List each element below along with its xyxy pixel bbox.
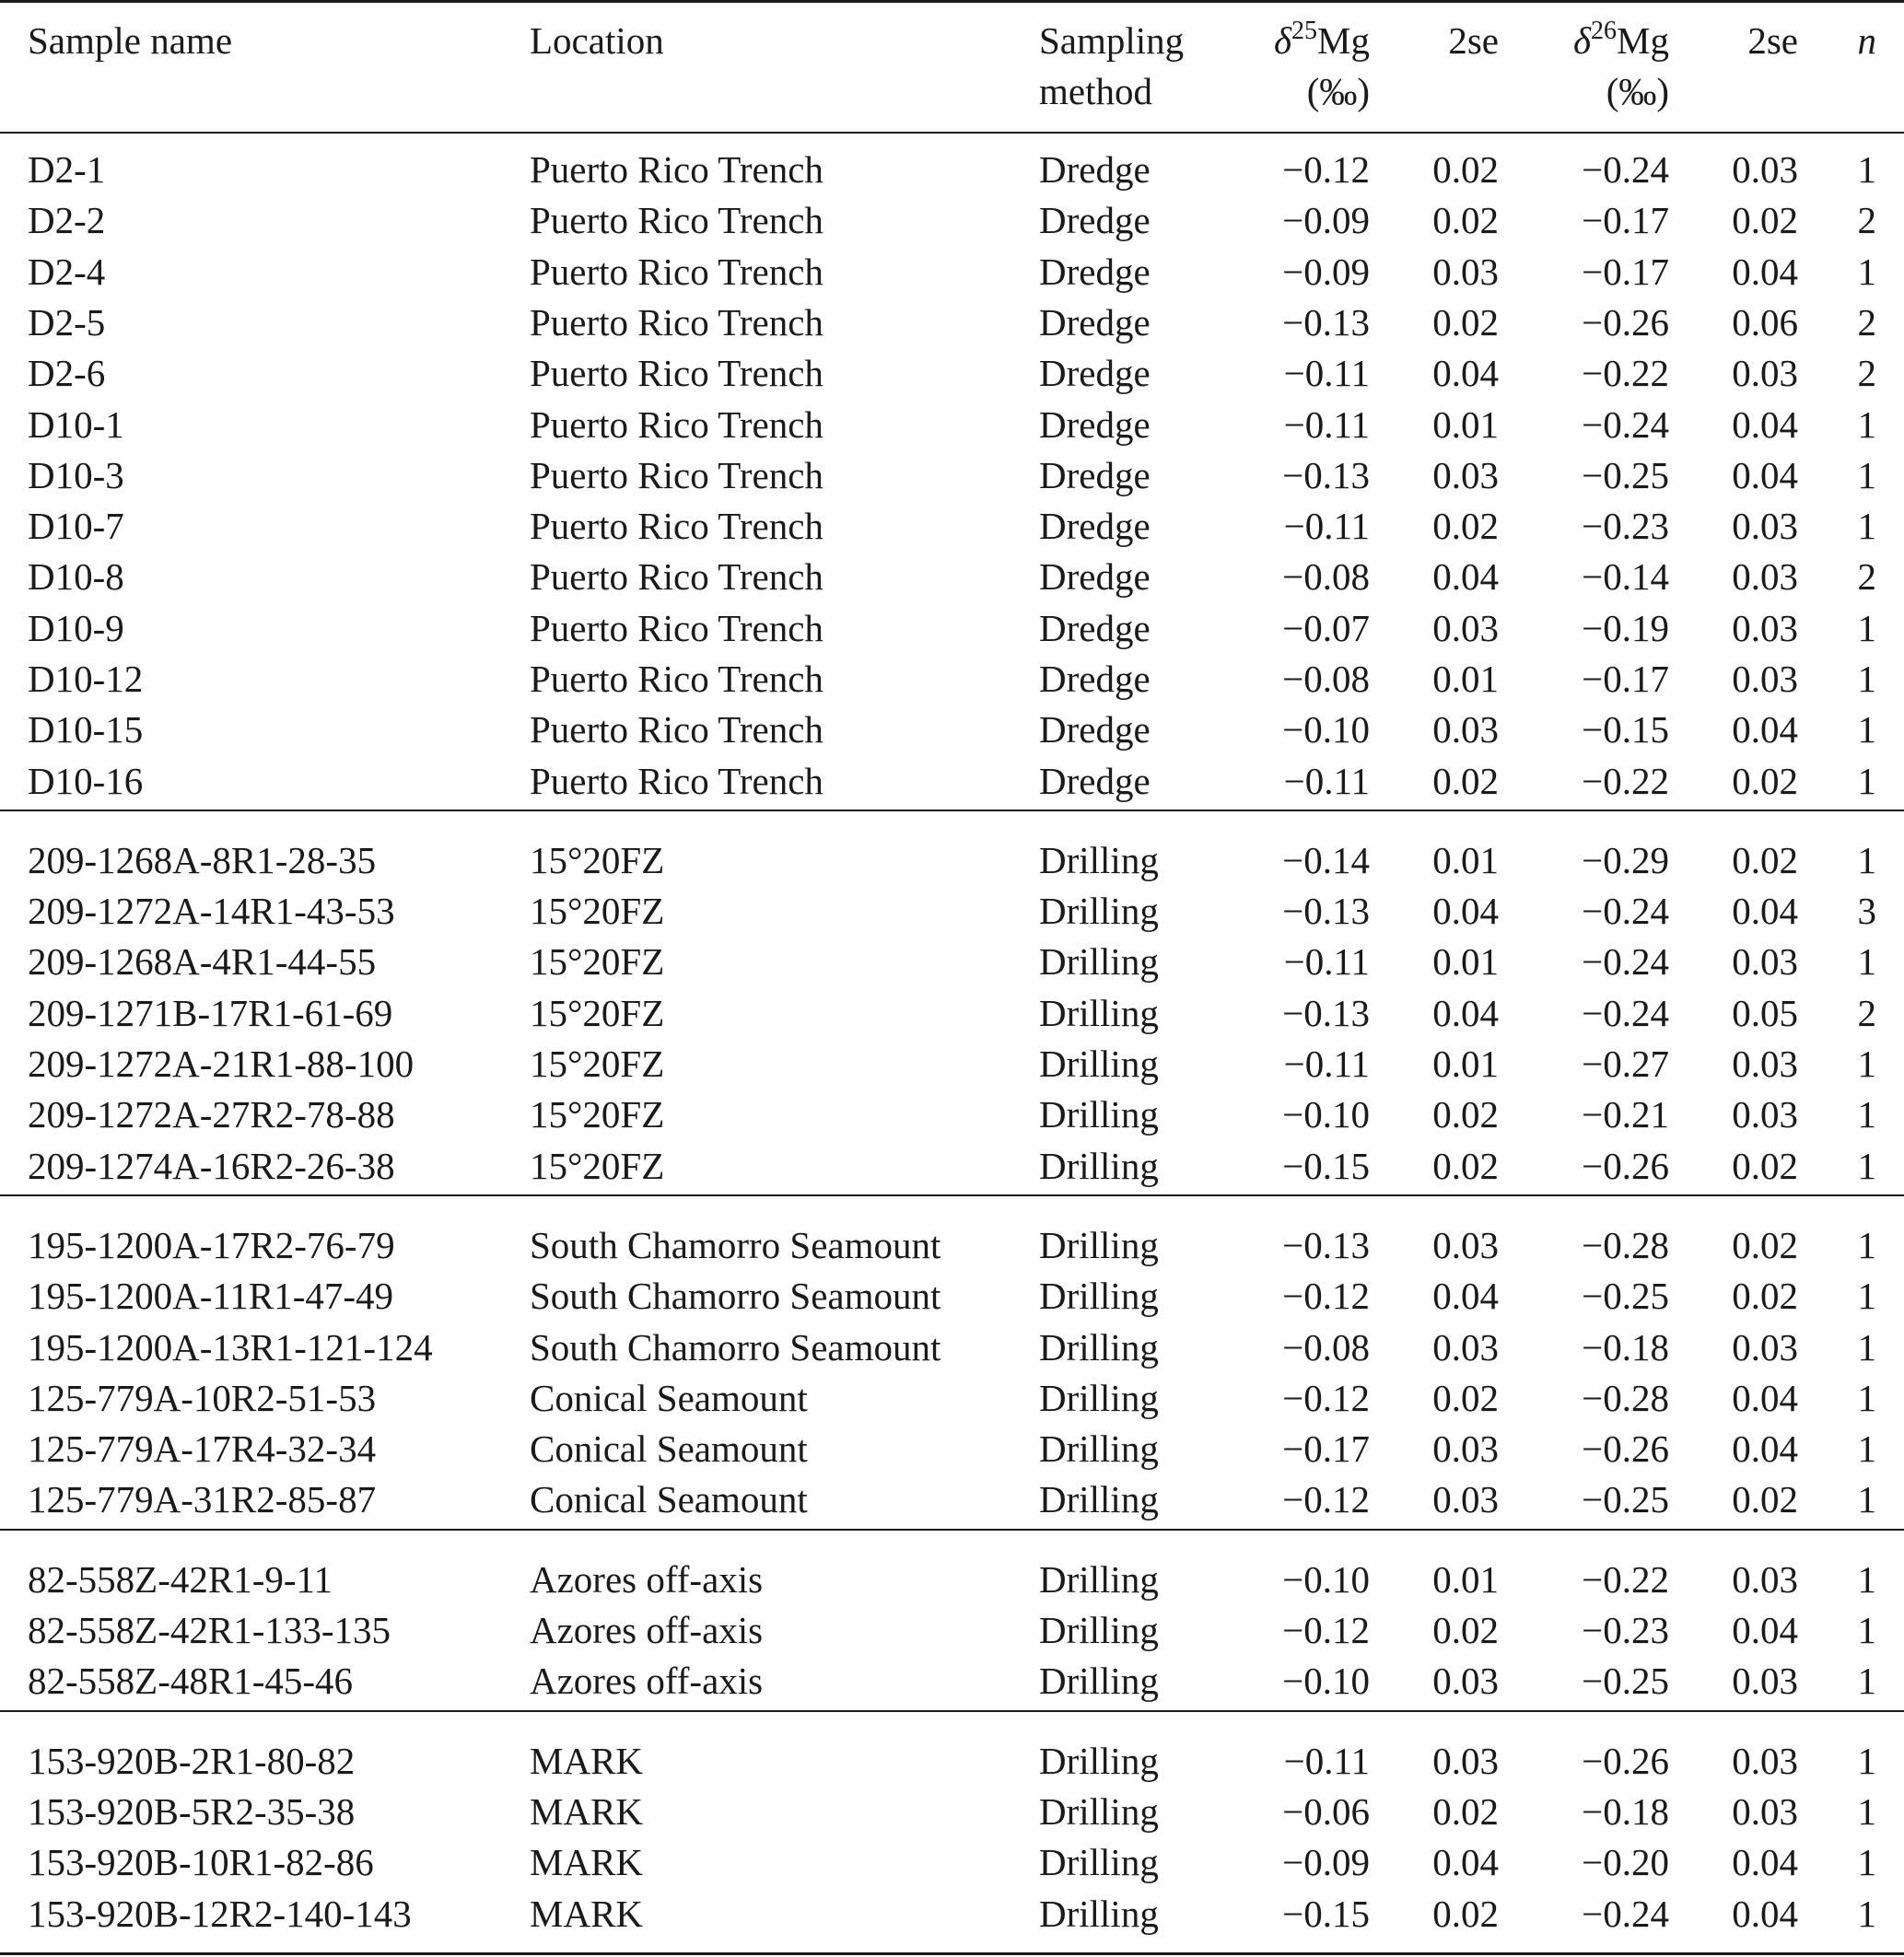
sample-name-cell: 153-920B-12R2-140-143 xyxy=(28,1893,412,1935)
se25-cell: 0.01 xyxy=(1432,839,1499,881)
sample-name-cell: 195-1200A-13R1-121-124 xyxy=(28,1326,433,1369)
sample-name-cell: 125-779A-17R4-32-34 xyxy=(28,1427,377,1470)
group-divider-rule xyxy=(0,1529,1904,1531)
location-cell: 15°20FZ xyxy=(530,890,665,932)
se26-cell: 0.04 xyxy=(1732,1427,1798,1470)
n-cell: 2 xyxy=(1857,301,1876,344)
delta26mg-cell: −0.22 xyxy=(1582,1558,1669,1601)
sampling-method-cell: Drilling xyxy=(1039,1790,1159,1833)
delta26mg-cell: −0.18 xyxy=(1582,1790,1669,1833)
location-cell: Puerto Rico Trench xyxy=(530,454,824,496)
sampling-method-cell: Drilling xyxy=(1039,992,1159,1034)
se26-cell: 0.02 xyxy=(1732,1478,1798,1520)
header-se26: 2se xyxy=(1747,19,1798,62)
n-cell: 1 xyxy=(1857,250,1876,293)
sample-name-cell: D2-6 xyxy=(28,352,106,394)
delta26mg-cell: −0.21 xyxy=(1582,1093,1669,1136)
n-cell: 1 xyxy=(1857,1145,1876,1187)
location-cell: 15°20FZ xyxy=(530,839,665,881)
delta25mg-cell: −0.15 xyxy=(1282,1893,1370,1935)
location-cell: South Chamorro Seamount xyxy=(530,1275,941,1317)
se26-cell: 0.02 xyxy=(1732,1275,1798,1317)
se26-cell: 0.02 xyxy=(1732,1224,1798,1266)
sample-name-cell: 209-1272A-21R1-88-100 xyxy=(28,1043,415,1085)
se25-cell: 0.02 xyxy=(1432,1377,1499,1419)
n-cell: 1 xyxy=(1857,1275,1876,1317)
delta26mg-cell: −0.14 xyxy=(1582,555,1669,598)
n-cell: 1 xyxy=(1857,1043,1876,1085)
se25-cell: 0.03 xyxy=(1432,1326,1499,1369)
n-cell: 1 xyxy=(1857,1224,1876,1266)
n-cell: 1 xyxy=(1857,1478,1876,1520)
n-cell: 2 xyxy=(1857,199,1876,241)
sampling-method-cell: Drilling xyxy=(1039,1275,1159,1317)
se25-cell: 0.03 xyxy=(1432,1660,1499,1702)
se26-cell: 0.04 xyxy=(1732,403,1798,446)
se25-cell: 0.04 xyxy=(1432,1841,1499,1883)
n-cell: 1 xyxy=(1857,1841,1876,1883)
sample-name-cell: 209-1274A-16R2-26-38 xyxy=(28,1145,395,1187)
delta26mg-cell: −0.26 xyxy=(1582,1145,1669,1187)
header-sample-name: Sample name xyxy=(28,19,233,62)
se25-cell: 0.04 xyxy=(1432,352,1499,394)
delta26mg-cell: −0.22 xyxy=(1582,760,1669,802)
delta26mg-cell: −0.19 xyxy=(1582,607,1669,649)
se26-cell: 0.04 xyxy=(1732,1893,1798,1935)
se26-cell: 0.02 xyxy=(1732,199,1798,241)
sample-name-cell: 82-558Z-42R1-9-11 xyxy=(28,1558,333,1601)
header-delta26-symbol: δ xyxy=(1572,19,1592,62)
location-cell: MARK xyxy=(530,1841,644,1883)
sample-name-cell: 209-1268A-4R1-44-55 xyxy=(28,940,377,983)
delta25mg-cell: −0.13 xyxy=(1282,992,1370,1034)
sample-name-cell: D10-1 xyxy=(28,403,124,446)
delta26mg-cell: −0.24 xyxy=(1582,940,1669,983)
delta26mg-cell: −0.24 xyxy=(1582,148,1669,191)
delta25mg-cell: −0.11 xyxy=(1283,403,1370,446)
delta25mg-cell: −0.12 xyxy=(1282,1478,1370,1520)
n-cell: 1 xyxy=(1857,658,1876,700)
sample-name-cell: D10-16 xyxy=(28,760,144,802)
location-cell: Conical Seamount xyxy=(530,1478,808,1520)
n-cell: 1 xyxy=(1857,1740,1876,1782)
header-delta25-sup: 25 xyxy=(1291,17,1318,45)
sample-name-cell: 209-1268A-8R1-28-35 xyxy=(28,839,377,881)
n-cell: 1 xyxy=(1857,1377,1876,1419)
se26-cell: 0.02 xyxy=(1732,839,1798,881)
se26-cell: 0.04 xyxy=(1732,890,1798,932)
delta25mg-cell: −0.15 xyxy=(1282,1145,1370,1187)
delta25mg-cell: −0.12 xyxy=(1282,1275,1370,1317)
location-cell: Puerto Rico Trench xyxy=(530,352,824,394)
se26-cell: 0.03 xyxy=(1732,1093,1798,1136)
sampling-method-cell: Drilling xyxy=(1039,1558,1159,1601)
sampling-method-cell: Dredge xyxy=(1039,352,1151,394)
delta25mg-cell: −0.10 xyxy=(1282,1093,1370,1136)
se25-cell: 0.02 xyxy=(1432,148,1499,191)
se26-cell: 0.05 xyxy=(1732,992,1798,1034)
delta25mg-cell: −0.13 xyxy=(1282,454,1370,496)
delta26mg-cell: −0.20 xyxy=(1582,1841,1669,1883)
se25-cell: 0.02 xyxy=(1432,760,1499,802)
location-cell: Azores off-axis xyxy=(530,1609,764,1651)
location-cell: Conical Seamount xyxy=(530,1427,808,1470)
se26-cell: 0.03 xyxy=(1732,148,1798,191)
delta26mg-cell: −0.27 xyxy=(1582,1043,1669,1085)
n-cell: 1 xyxy=(1857,1427,1876,1470)
delta25mg-cell: −0.09 xyxy=(1282,199,1370,241)
se25-cell: 0.04 xyxy=(1432,1275,1499,1317)
delta25mg-cell: −0.17 xyxy=(1282,1427,1370,1470)
se25-cell: 0.02 xyxy=(1432,199,1499,241)
n-cell: 2 xyxy=(1857,992,1876,1034)
table-bottom-rule xyxy=(0,1952,1904,1955)
delta25mg-cell: −0.08 xyxy=(1282,658,1370,700)
location-cell: Puerto Rico Trench xyxy=(530,199,824,241)
sampling-method-cell: Dredge xyxy=(1039,403,1151,446)
se26-cell: 0.03 xyxy=(1732,352,1798,394)
sampling-method-cell: Drilling xyxy=(1039,1660,1159,1702)
location-cell: Puerto Rico Trench xyxy=(530,607,824,649)
n-cell: 3 xyxy=(1857,890,1876,932)
se25-cell: 0.03 xyxy=(1432,250,1499,293)
delta25mg-cell: −0.09 xyxy=(1282,1841,1370,1883)
n-cell: 2 xyxy=(1857,352,1876,394)
se26-cell: 0.03 xyxy=(1732,658,1798,700)
se25-cell: 0.04 xyxy=(1432,890,1499,932)
delta25mg-cell: −0.11 xyxy=(1283,760,1370,802)
location-cell: Puerto Rico Trench xyxy=(530,148,824,191)
delta25mg-cell: −0.13 xyxy=(1282,301,1370,344)
delta25mg-cell: −0.11 xyxy=(1283,940,1370,983)
header-sampling-line1: Sampling xyxy=(1039,19,1185,62)
se25-cell: 0.02 xyxy=(1432,505,1499,547)
sample-name-cell: 153-920B-2R1-80-82 xyxy=(28,1740,356,1782)
se26-cell: 0.03 xyxy=(1732,1740,1798,1782)
delta26mg-cell: −0.28 xyxy=(1582,1224,1669,1266)
location-cell: Puerto Rico Trench xyxy=(530,505,824,547)
se25-cell: 0.03 xyxy=(1432,1478,1499,1520)
header-delta26-sup: 26 xyxy=(1591,17,1618,45)
location-cell: Puerto Rico Trench xyxy=(530,708,824,751)
sample-name-cell: D10-7 xyxy=(28,505,124,547)
delta25mg-cell: −0.14 xyxy=(1282,839,1370,881)
location-cell: Puerto Rico Trench xyxy=(530,301,824,344)
delta26mg-cell: −0.23 xyxy=(1582,505,1669,547)
se26-cell: 0.04 xyxy=(1732,1609,1798,1651)
sampling-method-cell: Drilling xyxy=(1039,1609,1159,1651)
header-delta25-unit: (‰) xyxy=(1306,70,1370,112)
delta26mg-cell: −0.24 xyxy=(1582,992,1669,1034)
sample-name-cell: 209-1272A-14R1-43-53 xyxy=(28,890,395,932)
delta26mg-cell: −0.22 xyxy=(1582,352,1669,394)
sampling-method-cell: Drilling xyxy=(1039,1377,1159,1419)
location-cell: Puerto Rico Trench xyxy=(530,760,824,802)
sampling-method-cell: Dredge xyxy=(1039,505,1151,547)
se25-cell: 0.03 xyxy=(1432,1740,1499,1782)
sampling-method-cell: Drilling xyxy=(1039,1224,1159,1266)
sample-name-cell: 82-558Z-48R1-45-46 xyxy=(28,1660,354,1702)
group-divider-rule xyxy=(0,1194,1904,1196)
delta25mg-cell: −0.09 xyxy=(1282,250,1370,293)
se25-cell: 0.02 xyxy=(1432,1790,1499,1833)
n-cell: 1 xyxy=(1857,1790,1876,1833)
header-delta25mg xyxy=(1225,16,1370,117)
sampling-method-cell: Dredge xyxy=(1039,658,1151,700)
n-cell: 1 xyxy=(1857,1326,1876,1369)
se26-cell: 0.03 xyxy=(1732,1043,1798,1085)
se25-cell: 0.02 xyxy=(1432,301,1499,344)
delta25mg-cell: −0.10 xyxy=(1282,708,1370,751)
se25-cell: 0.01 xyxy=(1432,1043,1499,1085)
se26-cell: 0.03 xyxy=(1732,940,1798,983)
sample-name-cell: D10-8 xyxy=(28,555,124,598)
delta25mg-cell: −0.10 xyxy=(1282,1558,1370,1601)
delta25mg-cell: −0.13 xyxy=(1282,890,1370,932)
table-top-rule xyxy=(0,0,1904,3)
group-divider-rule xyxy=(0,1710,1904,1712)
sampling-method-cell: Drilling xyxy=(1039,1093,1159,1136)
n-cell: 1 xyxy=(1857,403,1876,446)
sampling-method-cell: Dredge xyxy=(1039,708,1151,751)
location-cell: MARK xyxy=(530,1790,644,1833)
se26-cell: 0.03 xyxy=(1732,1558,1798,1601)
n-cell: 1 xyxy=(1857,505,1876,547)
sample-name-cell: 153-920B-10R1-82-86 xyxy=(28,1841,374,1883)
sample-name-cell: 195-1200A-17R2-76-79 xyxy=(28,1224,395,1266)
location-cell: 15°20FZ xyxy=(530,992,665,1034)
delta26mg-cell: −0.17 xyxy=(1582,658,1669,700)
delta26mg-cell: −0.24 xyxy=(1582,1893,1669,1935)
location-cell: Puerto Rico Trench xyxy=(530,250,824,293)
sample-name-cell: 209-1272A-27R2-78-88 xyxy=(28,1093,395,1136)
sample-name-cell: D2-5 xyxy=(28,301,106,344)
delta26mg-cell: −0.29 xyxy=(1582,839,1669,881)
n-cell: 1 xyxy=(1857,1609,1876,1651)
header-se25: 2se xyxy=(1448,19,1499,62)
delta25mg-cell: −0.12 xyxy=(1282,1609,1370,1651)
sampling-method-cell: Dredge xyxy=(1039,555,1151,598)
se26-cell: 0.03 xyxy=(1732,1660,1798,1702)
delta26mg-cell: −0.26 xyxy=(1582,301,1669,344)
se26-cell: 0.02 xyxy=(1732,1145,1798,1187)
header-sampling-method xyxy=(1039,16,1223,117)
delta26mg-cell: −0.28 xyxy=(1582,1377,1669,1419)
n-cell: 1 xyxy=(1857,940,1876,983)
header-delta26-unit: (‰) xyxy=(1606,70,1669,112)
delta25mg-cell: −0.08 xyxy=(1282,1326,1370,1369)
se26-cell: 0.04 xyxy=(1732,1841,1798,1883)
sample-name-cell: 125-779A-31R2-85-87 xyxy=(28,1478,377,1520)
se25-cell: 0.01 xyxy=(1432,403,1499,446)
delta25mg-cell: −0.11 xyxy=(1283,505,1370,547)
se26-cell: 0.03 xyxy=(1732,1790,1798,1833)
sample-name-cell: 195-1200A-11R1-47-49 xyxy=(28,1275,394,1317)
sampling-method-cell: Dredge xyxy=(1039,454,1151,496)
sampling-method-cell: Drilling xyxy=(1039,1478,1159,1520)
header-rule xyxy=(0,132,1904,134)
delta25mg-cell: −0.11 xyxy=(1283,1740,1370,1782)
location-cell: Puerto Rico Trench xyxy=(530,555,824,598)
sampling-method-cell: Dredge xyxy=(1039,760,1151,802)
se25-cell: 0.02 xyxy=(1432,1893,1499,1935)
se25-cell: 0.01 xyxy=(1432,658,1499,700)
n-cell: 1 xyxy=(1857,454,1876,496)
header-location: Location xyxy=(530,19,664,62)
location-cell: South Chamorro Seamount xyxy=(530,1224,941,1266)
location-cell: 15°20FZ xyxy=(530,940,665,983)
location-cell: Azores off-axis xyxy=(530,1558,764,1601)
se25-cell: 0.03 xyxy=(1432,1427,1499,1470)
location-cell: 15°20FZ xyxy=(530,1145,665,1187)
se26-cell: 0.03 xyxy=(1732,505,1798,547)
sample-name-cell: D2-1 xyxy=(28,148,106,191)
se25-cell: 0.01 xyxy=(1432,940,1499,983)
delta26mg-cell: −0.25 xyxy=(1582,1660,1669,1702)
delta26mg-cell: −0.24 xyxy=(1582,403,1669,446)
delta26mg-cell: −0.15 xyxy=(1582,708,1669,751)
delta25mg-cell: −0.08 xyxy=(1282,555,1370,598)
se25-cell: 0.03 xyxy=(1432,454,1499,496)
delta25mg-cell: −0.07 xyxy=(1282,607,1370,649)
sampling-method-cell: Drilling xyxy=(1039,1145,1159,1187)
se26-cell: 0.04 xyxy=(1732,1377,1798,1419)
se25-cell: 0.03 xyxy=(1432,607,1499,649)
se25-cell: 0.02 xyxy=(1432,1145,1499,1187)
se25-cell: 0.04 xyxy=(1432,555,1499,598)
se26-cell: 0.02 xyxy=(1732,760,1798,802)
sample-name-cell: D10-15 xyxy=(28,708,144,751)
sample-name-cell: 82-558Z-42R1-133-135 xyxy=(28,1609,391,1651)
n-cell: 1 xyxy=(1857,148,1876,191)
se26-cell: 0.06 xyxy=(1732,301,1798,344)
delta25mg-cell: −0.12 xyxy=(1282,148,1370,191)
location-cell: 15°20FZ xyxy=(530,1043,665,1085)
se26-cell: 0.03 xyxy=(1732,607,1798,649)
location-cell: Azores off-axis xyxy=(530,1660,764,1702)
sampling-method-cell: Dredge xyxy=(1039,301,1151,344)
n-cell: 1 xyxy=(1857,1660,1876,1702)
delta26mg-cell: −0.18 xyxy=(1582,1326,1669,1369)
delta26mg-cell: −0.25 xyxy=(1582,454,1669,496)
sampling-method-cell: Drilling xyxy=(1039,1893,1159,1935)
sampling-method-cell: Dredge xyxy=(1039,250,1151,293)
n-cell: 1 xyxy=(1857,607,1876,649)
delta26mg-cell: −0.26 xyxy=(1582,1427,1669,1470)
n-cell: 1 xyxy=(1857,1558,1876,1601)
se25-cell: 0.01 xyxy=(1432,1558,1499,1601)
sampling-method-cell: Drilling xyxy=(1039,839,1159,881)
n-cell: 2 xyxy=(1857,555,1876,598)
header-delta26-mg: Mg xyxy=(1617,19,1669,62)
se26-cell: 0.04 xyxy=(1732,250,1798,293)
header-delta25-mg: Mg xyxy=(1317,19,1370,62)
delta26mg-cell: −0.24 xyxy=(1582,890,1669,932)
se25-cell: 0.02 xyxy=(1432,1609,1499,1651)
n-cell: 1 xyxy=(1857,760,1876,802)
delta26mg-cell: −0.17 xyxy=(1582,250,1669,293)
delta26mg-cell: −0.26 xyxy=(1582,1740,1669,1782)
sample-name-cell: 209-1271B-17R1-61-69 xyxy=(28,992,393,1034)
sampling-method-cell: Drilling xyxy=(1039,1043,1159,1085)
location-cell: Conical Seamount xyxy=(530,1377,808,1419)
location-cell: Puerto Rico Trench xyxy=(530,403,824,446)
sampling-method-cell: Dredge xyxy=(1039,148,1151,191)
sample-name-cell: D2-2 xyxy=(28,199,106,241)
sampling-method-cell: Dredge xyxy=(1039,199,1151,241)
sample-name-cell: D2-4 xyxy=(28,250,106,293)
location-cell: 15°20FZ xyxy=(530,1093,665,1136)
n-cell: 1 xyxy=(1857,839,1876,881)
sampling-method-cell: Drilling xyxy=(1039,1740,1159,1782)
n-cell: 1 xyxy=(1857,708,1876,751)
delta25mg-cell: −0.13 xyxy=(1282,1224,1370,1266)
n-cell: 1 xyxy=(1857,1893,1876,1935)
sample-name-cell: D10-3 xyxy=(28,454,124,496)
se25-cell: 0.04 xyxy=(1432,992,1499,1034)
delta26mg-cell: −0.17 xyxy=(1582,199,1669,241)
sample-name-cell: D10-9 xyxy=(28,607,124,649)
sampling-method-cell: Drilling xyxy=(1039,890,1159,932)
sample-name-cell: D10-12 xyxy=(28,658,144,700)
location-cell: South Chamorro Seamount xyxy=(530,1326,941,1369)
sampling-method-cell: Drilling xyxy=(1039,1841,1159,1883)
se25-cell: 0.02 xyxy=(1432,1093,1499,1136)
delta25mg-cell: −0.06 xyxy=(1282,1790,1370,1833)
se26-cell: 0.04 xyxy=(1732,454,1798,496)
se26-cell: 0.03 xyxy=(1732,1326,1798,1369)
location-cell: Puerto Rico Trench xyxy=(530,658,824,700)
sample-name-cell: 125-779A-10R2-51-53 xyxy=(28,1377,377,1419)
n-cell: 1 xyxy=(1857,1093,1876,1136)
header-delta26mg xyxy=(1511,16,1669,117)
sampling-method-cell: Drilling xyxy=(1039,1326,1159,1369)
se26-cell: 0.03 xyxy=(1732,555,1798,598)
location-cell: MARK xyxy=(530,1740,644,1782)
sampling-method-cell: Drilling xyxy=(1039,1427,1159,1470)
delta25mg-cell: −0.12 xyxy=(1282,1377,1370,1419)
group-divider-rule xyxy=(0,810,1904,811)
delta26mg-cell: −0.23 xyxy=(1582,1609,1669,1651)
sample-name-cell: 153-920B-5R2-35-38 xyxy=(28,1790,356,1833)
delta25mg-cell: −0.11 xyxy=(1283,352,1370,394)
header-n: n xyxy=(1857,19,1876,62)
location-cell: MARK xyxy=(530,1893,644,1935)
header-delta25-symbol: δ xyxy=(1273,19,1292,62)
se26-cell: 0.04 xyxy=(1732,708,1798,751)
delta25mg-cell: −0.11 xyxy=(1283,1043,1370,1085)
delta25mg-cell: −0.10 xyxy=(1282,1660,1370,1702)
se25-cell: 0.03 xyxy=(1432,1224,1499,1266)
delta26mg-cell: −0.25 xyxy=(1582,1478,1669,1520)
sampling-method-cell: Drilling xyxy=(1039,940,1159,983)
se25-cell: 0.03 xyxy=(1432,708,1499,751)
sampling-method-cell: Dredge xyxy=(1039,607,1151,649)
delta26mg-cell: −0.25 xyxy=(1582,1275,1669,1317)
header-sampling-line2: method xyxy=(1039,70,1152,112)
